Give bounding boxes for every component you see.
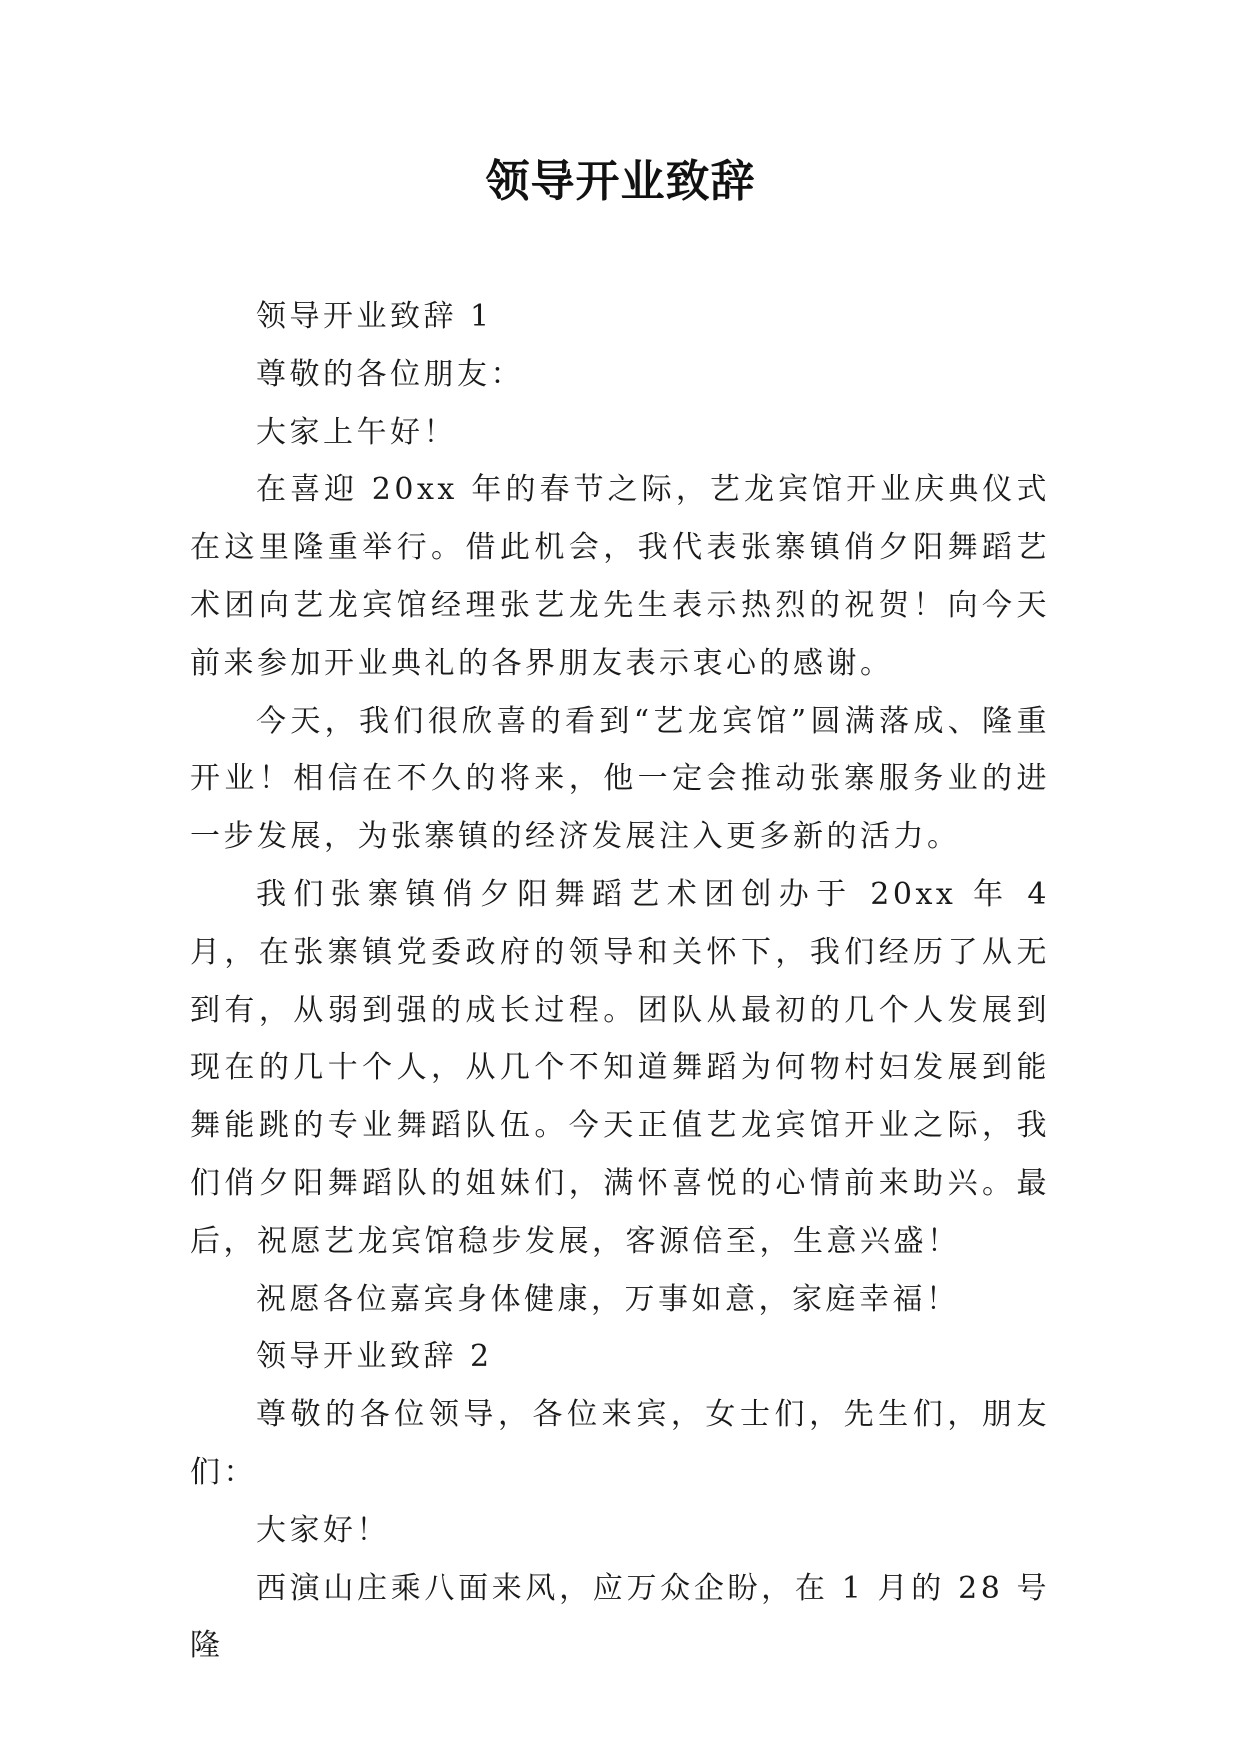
greeting-2: 大家好！ [256,1512,390,1548]
paragraph-xiyan-opening: 西演山庄乘八面来风，应万众企盼，在 1 月的 28 号隆 [190,1570,1050,1664]
greeting-1: 大家上午好！ [256,414,457,450]
section-heading-1: 领导开业致辞 1 [256,299,493,334]
section-heading-2: 领导开业致辞 2 [256,1339,493,1375]
paragraph-opening: 在喜迎 20xx 年的春节之际，艺龙宾馆开业庆典仪式在这里隆重举行。借此机会，我代表张寨镇俏夕阳舞蹈艺术团向艺龙宾馆经理张艺龙先生表示热烈的祝贺！向今天前来参加开业典礼的各界朋友表示衷心的感谢。 [190,472,1050,681]
document-body [190,288,1050,1675]
paragraph-closing-wish: 祝愿各位嘉宾身体健康，万事如意，家庭幸福！ [256,1281,960,1317]
paragraph-congratulation: 今天，我们很欣喜的看到“艺龙宾馆”圆满落成、隆重开业！相信在不久的将来，他一定会推动张寨服务业的进一步发展，为张寨镇的经济发展注入更多新的活力。 [190,703,1050,855]
paragraph-troupe-history: 我们张寨镇俏夕阳舞蹈艺术团创办于 20xx 年 4 月，在张寨镇党委政府的领导和关怀下，我们经历了从无到有，从弱到强的成长过程。团队从最初的几个人发展到现在的几十个人，从几个不知道舞蹈为何物村妇发展到能舞能跳的专业舞蹈队伍。今天正值艺龙宾馆开业之际，我们俏夕阳舞蹈队的姐妹们，满怀喜悦的心情前来助兴。最后，祝愿艺龙宾馆稳步发展，客源倍至，生意兴盛！ [190,876,1050,1259]
salutation-2: 尊敬的各位领导，各位来宾，女士们，先生们，朋友们： [190,1397,1050,1490]
document-title: 领导开业致辞 [485,156,756,207]
salutation-1: 尊敬的各位朋友： [256,356,524,392]
